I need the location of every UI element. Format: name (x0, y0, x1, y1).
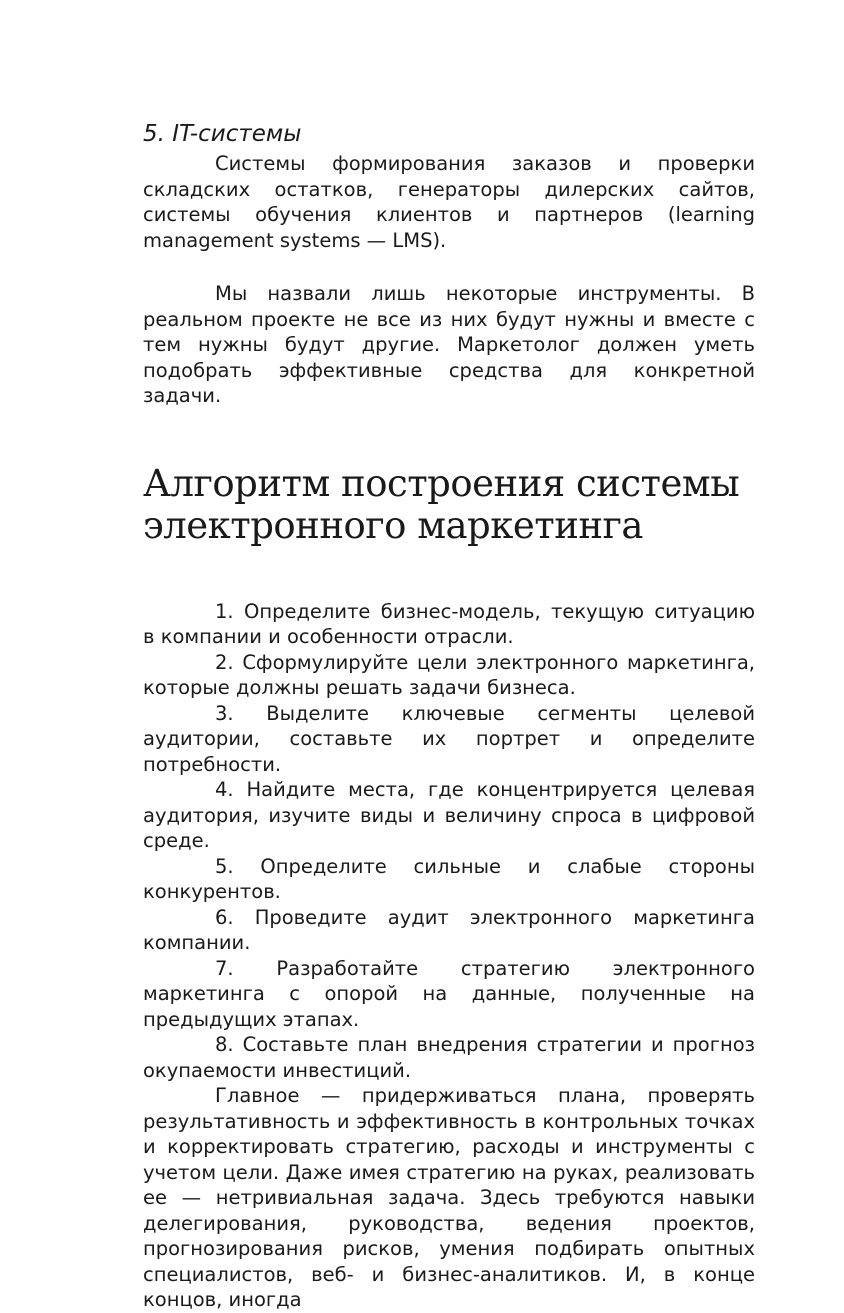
algorithm-step-1: 1. Определите бизнес-модель, текущую ситуацию в компании и особенности отрасли. (143, 599, 755, 648)
section-subheading: 5. IT-системы (143, 121, 302, 147)
algorithm-step-4: 4. Найдите места, где концентрируется целевая аудитория, изучите виды и величину спроса в цифровой среде. (143, 778, 755, 852)
algorithm-step-5: 5. Определите сильные и слабые стороны конкурентов. (143, 854, 755, 903)
algorithm-step-6: 6. Проведите аудит электронного маркетинга компании. (143, 905, 755, 954)
section-paragraph-1: Системы формирования заказов и проверки складских остатков, генераторы дилерских сайтов, системы обучения клиентов и партнеров (learning management systems — LMS). (143, 152, 755, 252)
algorithm-step-7: 7. Разработайте стратегию электронного маркетинга с опорой на данные, полученные на предыдущих этапах. (143, 956, 755, 1031)
algorithm-steps-list (143, 599, 755, 1084)
chapter-heading: Алгоритм построения системы электронного маркетинга (143, 461, 740, 547)
closing-paragraph: Главное — придерживаться плана, проверять результативность и эффективность в контрольных точках и корректировать стратегию, расходы и инструменты с учетом цели. Даже имея стратегию на руках, реализовать ее — нетривиальная задача. Здесь требуются навыки делегирования, руководства, ведения проектов, прогнозирования рисков, умения подбирать опытных специалистов, веб- и бизнес-аналитиков. И, в конце концов, иногда (143, 1084, 755, 1311)
section-paragraph-2: Мы назвали лишь некоторые инструменты. В реальном проекте не все из них будут нужны и вместе с тем нужны будут другие. Маркетолог должен уметь подобрать эффективные средства для конкретной задачи. (143, 282, 755, 407)
algorithm-step-8: 8. Составьте план внедрения стратегии и прогноз окупаемости инвестиций. (143, 1033, 755, 1082)
algorithm-step-2: 2. Сформулируйте цели электронного маркетинга, которые должны решать задачи бизнеса. (143, 650, 755, 699)
algorithm-step-3: 3. Выделите ключевые сегменты целевой аудитории, составьте их портрет и определите потребности. (143, 701, 755, 776)
book-page (143, 120, 755, 1313)
